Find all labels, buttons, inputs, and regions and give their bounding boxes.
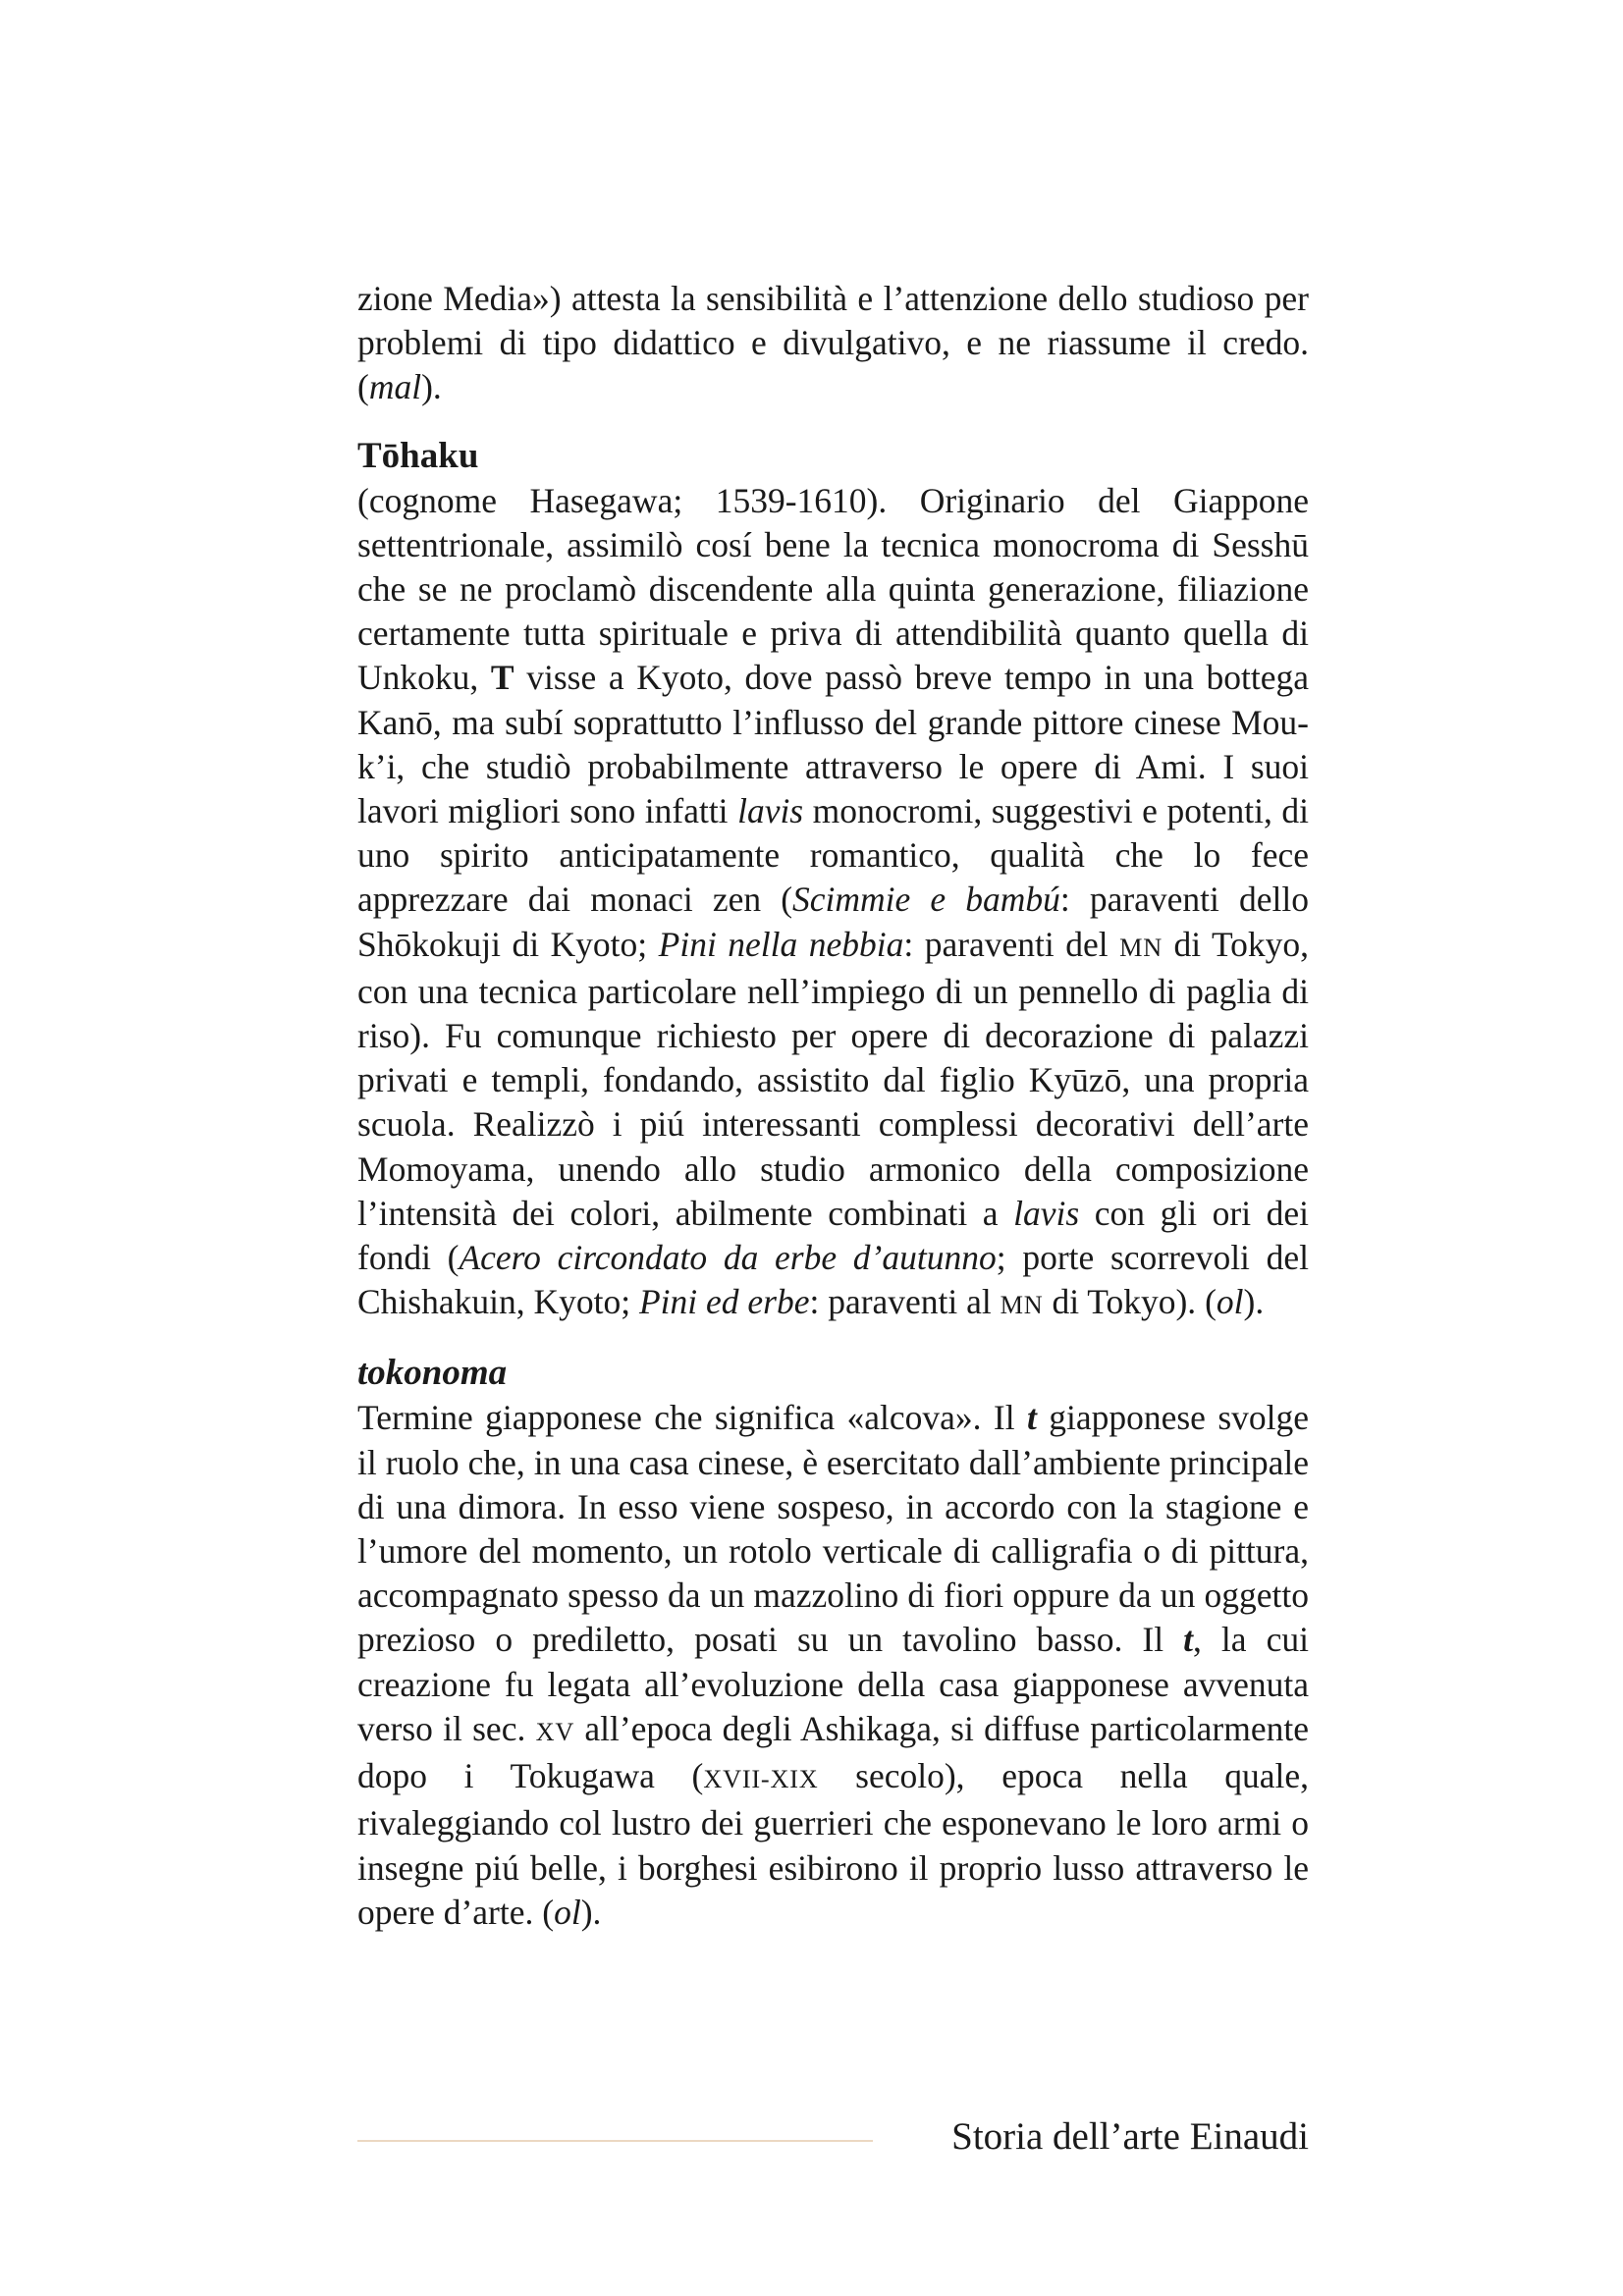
page-footer xyxy=(357,2110,1309,2169)
artwork-title: Acero circondato da erbe d’autunno xyxy=(459,1238,997,1278)
technique-term: lavis xyxy=(737,791,804,831)
artwork-title: Pini ed erbe xyxy=(638,1282,810,1322)
entry-title-tohaku: Tōhaku xyxy=(357,435,479,476)
artwork-title: Scimmie e bambú xyxy=(792,880,1060,920)
page-body xyxy=(357,277,1309,1935)
century-numeral: XVII-XIX xyxy=(703,1765,819,1794)
author-signature: mal xyxy=(368,367,422,407)
entry-body-tohaku: (cognome Hasegawa; 1539-1610). Originario del Giappone settentrionale, assimilò cosí bene la tecnica monocroma di Sesshū che se ne proclamò discendente alla quinta generazione, filiazione certamente tutta spirituale e priva di attendibilità quanto quella di Unkoku, T visse a Kyoto, dove passò breve tempo in una bottega Kanō, ma subí soprattutto l’influsso del grande pittore cinese Mou-k’i, che studiò probabilmente attraverso le opere di Ami. I suoi lavori migliori sono infatti lavis monocromi, suggestivi e potenti, di uno spirito anticipatamente romantico, qualità che lo fece apprezzare dai monaci zen (Scimmie e bambú: paraventi dello Shōkokuji di Kyoto; Pini nella nebbia: paraventi del MN di Tokyo, con una tecnica particolare nell’impiego di un pennello di paglia di riso). Fu comunque richiesto per opere di decorazione di palazzi privati e templi, fondando, assistito dal figlio Kyūzō, una propria scuola. Realizzò i piú interessanti complessi decorativi dell’arte Momoyama, unendo allo studio armonico della composizione l’intensità dei colori, abilmente combinati a lavis con gli ori dei fondi (Acero circondato da erbe d’autunno; porte scorrevoli del Chishakuin, Kyoto; Pini ed erbe: paraventi al MN di Tokyo). (ol). xyxy=(357,480,1310,1322)
entry-abbreviation: T xyxy=(490,658,514,698)
author-signature: ol xyxy=(1216,1282,1244,1322)
author-signature: ol xyxy=(554,1892,581,1932)
century-numeral: XV xyxy=(535,1717,575,1746)
museum-abbreviation: MN xyxy=(1000,1291,1044,1320)
publication-title: Storia dell’arte Einaudi xyxy=(951,2115,1309,2158)
entry-body-tokonoma: Termine giapponese che significa «alcova». Il t giapponese svolge il ruolo che, in una casa cinese, è esercitato dall’ambiente principale di una dimora. In esso viene sospeso, in accordo con la stagione e l’umore del momento, un rotolo verticale di calligrafia o di pittura, accompagnato spesso da un mazzolino di fiori oppure da un oggetto prezioso o prediletto, posati su un tavolino basso. Il t, la cui creazione fu legata all’evoluzione della casa giapponese avvenuta verso il sec. XV all’epoca degli Ashikaga, si diffuse particolarmente dopo i Tokugawa (XVII-XIX secolo), epoca nella quale, rivaleggiando col lustro dei guerrieri che esponevano le loro armi o insegne piú belle, i borghesi esibirono il proprio lusso attraverso le opere d’arte. (ol). xyxy=(357,1398,1310,1932)
technique-term: lavis xyxy=(1013,1193,1080,1233)
entry-abbreviation: t xyxy=(1026,1398,1037,1438)
entry-abbreviation: t xyxy=(1183,1620,1193,1660)
continuation-paragraph: zione Media») attesta la sensibilità e l’attenzione dello studioso per problemi di tipo didattico e divulgativo, e ne riassume il credo. (mal). xyxy=(357,279,1309,407)
footer-rule xyxy=(357,2140,873,2142)
entry-title-tokonoma: tokonoma xyxy=(357,1353,508,1394)
artwork-title: Pini nella nebbia xyxy=(658,924,904,964)
museum-abbreviation: MN xyxy=(1119,933,1163,962)
